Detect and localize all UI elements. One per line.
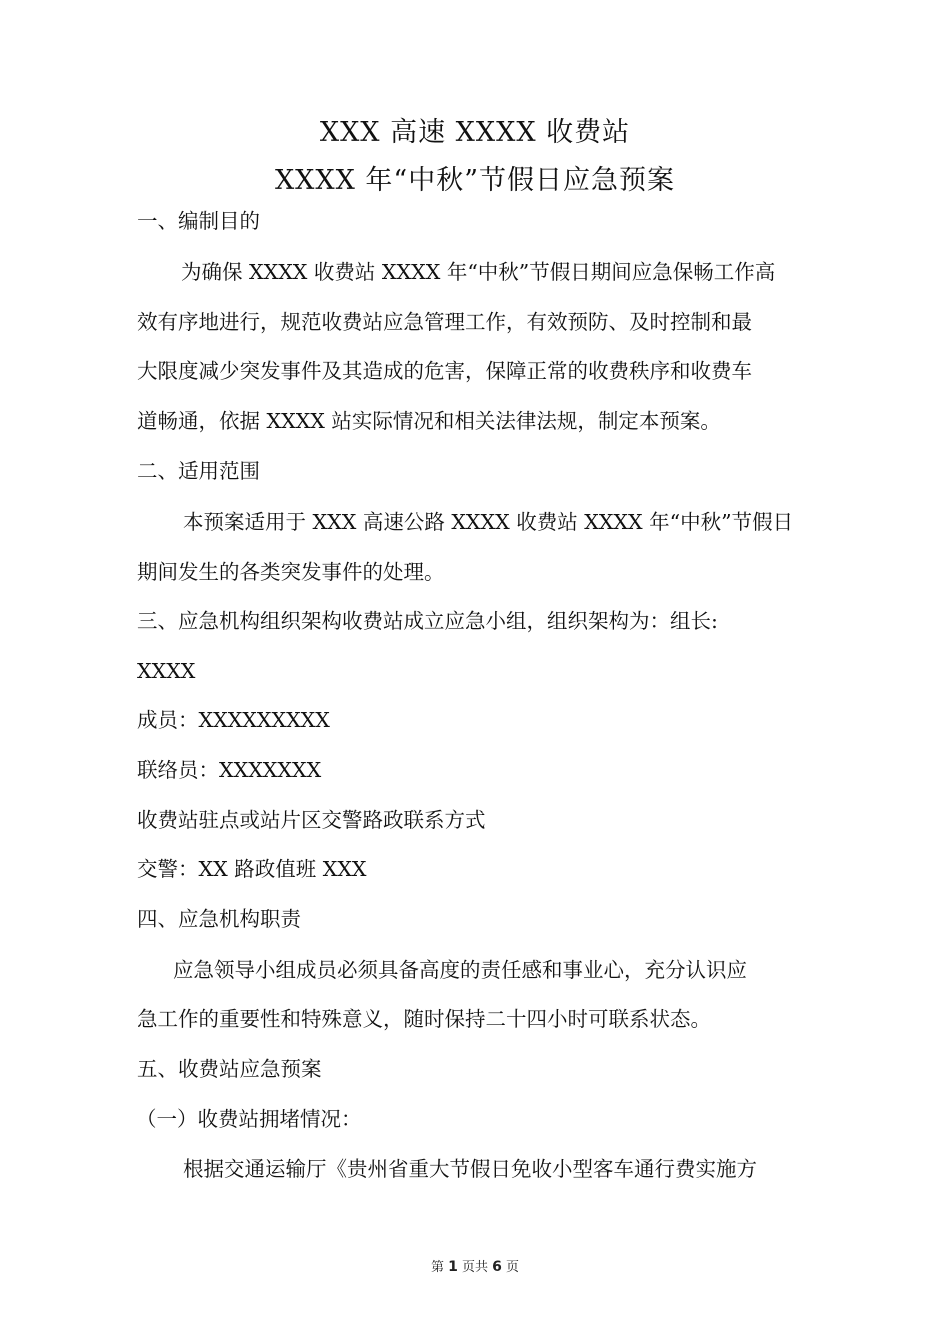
- footer-suffix: 页: [506, 1260, 520, 1275]
- footer-middle: 页共: [461, 1260, 488, 1275]
- paragraph-line: 交警：XX 路政值班 XXX: [137, 857, 367, 881]
- paragraph-line: 效有序地进行，规范收费站应急管理工作，有效预防、及时控制和最: [137, 310, 752, 334]
- section-heading-3: 三、应急机构组织架构收费站成立应急小组，组织架构为：组长:: [137, 609, 718, 633]
- paragraph-line: 大限度减少突发事件及其造成的危害，保障正常的收费秩序和收费车: [137, 359, 752, 383]
- paragraph-line: 成员：XXXXXXXXX: [137, 708, 330, 732]
- paragraph-line: 联络员：XXXXXXX: [137, 758, 322, 782]
- footer-page-number: 1: [448, 1259, 458, 1275]
- subsection-heading: （一）收费站拥堵情况：: [136, 1107, 362, 1131]
- section-heading-2: 二、适用范围: [137, 459, 260, 483]
- page-footer: [0, 1256, 950, 1275]
- section-heading-4: 四、应急机构职责: [137, 907, 301, 931]
- section-heading-5: 五、收费站应急预案: [137, 1057, 322, 1081]
- paragraph-line: 根据交通运输厅《贵州省重大节假日免收小型客车通行费实施方: [183, 1157, 757, 1181]
- section-heading-1: 一、编制目的: [137, 209, 260, 233]
- footer-prefix: 第: [430, 1260, 444, 1275]
- footer-total-pages: 6: [492, 1259, 502, 1275]
- paragraph-line: 应急领导小组成员必须具备高度的责任感和事业心，充分认识应: [173, 958, 747, 982]
- paragraph-line: 道畅通，依据 XXXX 站实际情况和相关法律法规，制定本预案。: [137, 409, 721, 433]
- paragraph-line: 本预案适用于 XXX 高速公路 XXXX 收费站 XXXX 年“中秋”节假日: [183, 510, 794, 534]
- paragraph-line: XXXX: [137, 659, 196, 683]
- paragraph-line: 为确保 XXXX 收费站 XXXX 年“中秋”节假日期间应急保畅工作高: [181, 260, 776, 284]
- document-title-line2: XXXX 年“中秋”节假日应急预案: [274, 165, 676, 196]
- document-title-line1: XXX 高速 XXXX 收费站: [319, 117, 631, 148]
- paragraph-line: 急工作的重要性和特殊意义，随时保持二十四小时可联系状态。: [137, 1007, 711, 1031]
- paragraph-line: 收费站驻点或站片区交警路政联系方式: [137, 808, 486, 832]
- paragraph-line: 期间发生的各类突发事件的处理。: [137, 560, 445, 584]
